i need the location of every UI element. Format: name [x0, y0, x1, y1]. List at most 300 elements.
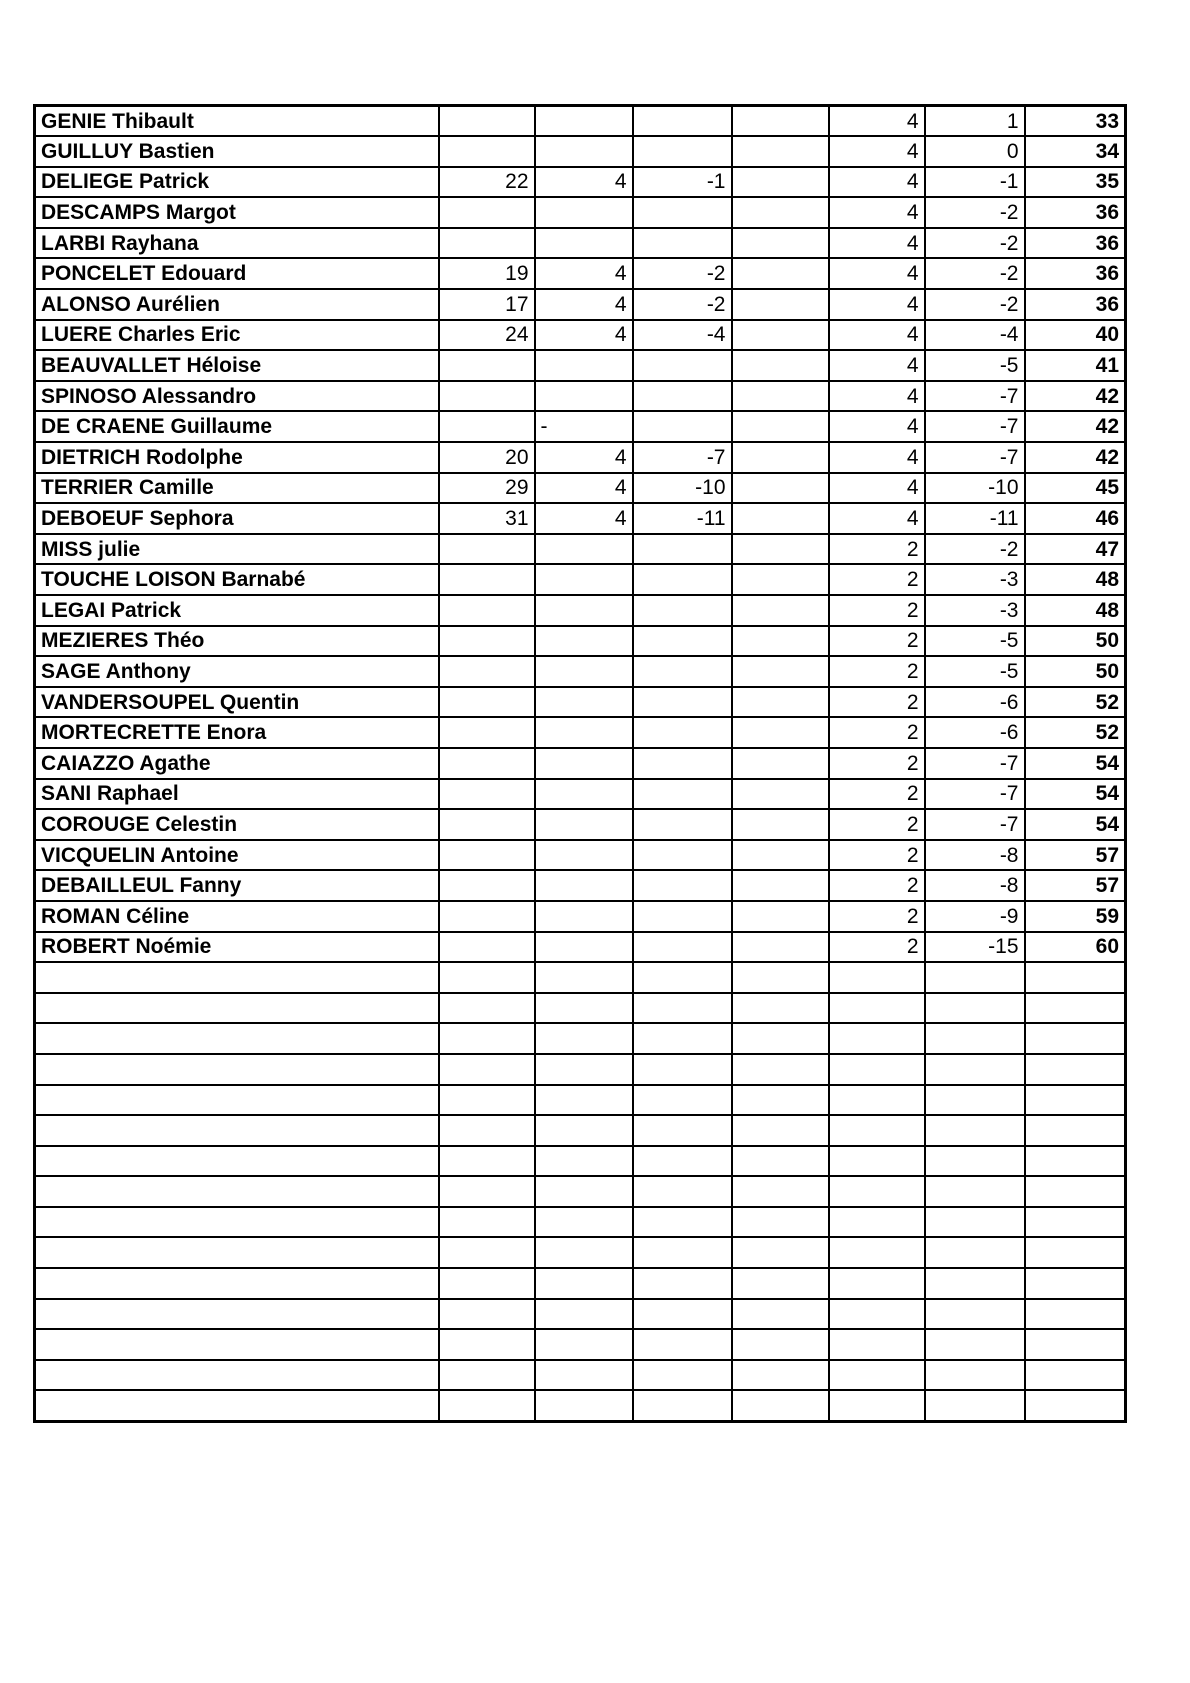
table-row [35, 442, 1126, 473]
total-cell: 60 [1025, 932, 1126, 963]
player-name-cell: PONCELET Edouard [35, 258, 439, 289]
total-cell: 52 [1025, 717, 1126, 748]
table-row [35, 473, 1126, 504]
empty-row [35, 1146, 1126, 1177]
value-cell: 31 [439, 503, 535, 534]
table-row [35, 626, 1126, 657]
value-cell [633, 809, 732, 840]
empty-cell [732, 1023, 829, 1054]
value-cell [732, 320, 829, 351]
value-cell: -7 [925, 442, 1025, 473]
player-name-cell: LEGAI Patrick [35, 595, 439, 626]
empty-cell [829, 1299, 925, 1330]
empty-cell [35, 1207, 439, 1238]
value-cell [439, 748, 535, 779]
empty-cell [633, 1329, 732, 1360]
value-cell [633, 870, 732, 901]
value-cell [732, 717, 829, 748]
value-cell [633, 411, 732, 442]
empty-cell [535, 1237, 633, 1268]
total-cell: 48 [1025, 564, 1126, 595]
value-cell: 2 [829, 840, 925, 871]
value-cell: 4 [829, 289, 925, 320]
empty-cell [633, 1176, 732, 1207]
value-cell: -1 [633, 167, 732, 198]
value-cell [732, 564, 829, 595]
table-row [35, 350, 1126, 381]
value-cell: 4 [535, 167, 633, 198]
empty-cell [925, 1023, 1025, 1054]
total-cell: 47 [1025, 534, 1126, 565]
player-name-cell: ROBERT Noémie [35, 932, 439, 963]
total-cell: 45 [1025, 473, 1126, 504]
empty-cell [925, 1360, 1025, 1391]
empty-cell [439, 1299, 535, 1330]
value-cell: -7 [633, 442, 732, 473]
player-name-cell: DIETRICH Rodolphe [35, 442, 439, 473]
value-cell [732, 779, 829, 810]
empty-cell [633, 1268, 732, 1299]
value-cell: -7 [925, 748, 1025, 779]
value-cell [732, 809, 829, 840]
value-cell: -6 [925, 687, 1025, 718]
value-cell [439, 779, 535, 810]
empty-cell [1025, 1085, 1126, 1116]
value-cell [633, 381, 732, 412]
total-cell: 59 [1025, 901, 1126, 932]
empty-row [35, 1207, 1126, 1238]
empty-cell [732, 1054, 829, 1085]
value-cell: 2 [829, 870, 925, 901]
empty-cell [35, 962, 439, 993]
value-cell [633, 656, 732, 687]
empty-cell [829, 1268, 925, 1299]
empty-cell [829, 1115, 925, 1146]
value-cell [633, 748, 732, 779]
player-name-cell: LUERE Charles Eric [35, 320, 439, 351]
value-cell: 17 [439, 289, 535, 320]
value-cell: -7 [925, 809, 1025, 840]
value-cell [732, 258, 829, 289]
empty-cell [439, 1237, 535, 1268]
value-cell: -9 [925, 901, 1025, 932]
value-cell [535, 687, 633, 718]
empty-cell [732, 1360, 829, 1391]
value-cell: 4 [535, 473, 633, 504]
total-cell: 54 [1025, 748, 1126, 779]
empty-cell [829, 1085, 925, 1116]
value-cell [439, 687, 535, 718]
value-cell [439, 411, 535, 442]
value-cell [439, 717, 535, 748]
table-row [35, 779, 1126, 810]
value-cell [535, 136, 633, 167]
empty-cell [732, 1085, 829, 1116]
total-cell: 50 [1025, 626, 1126, 657]
value-cell: 4 [829, 503, 925, 534]
empty-cell [1025, 1146, 1126, 1177]
value-cell [439, 197, 535, 228]
empty-cell [1025, 1115, 1126, 1146]
empty-cell [1025, 1023, 1126, 1054]
empty-cell [829, 1176, 925, 1207]
value-cell: 4 [829, 442, 925, 473]
value-cell: 29 [439, 473, 535, 504]
value-cell: 22 [439, 167, 535, 198]
value-cell: 0 [925, 136, 1025, 167]
empty-row [35, 1329, 1126, 1360]
results-table [33, 104, 1127, 1423]
table-row [35, 717, 1126, 748]
empty-cell [829, 1023, 925, 1054]
empty-cell [35, 1390, 439, 1421]
empty-row [35, 1054, 1126, 1085]
value-cell [732, 595, 829, 626]
empty-cell [35, 1146, 439, 1177]
table-row [35, 228, 1126, 259]
value-cell: -4 [633, 320, 732, 351]
empty-cell [35, 1115, 439, 1146]
empty-cell [633, 1360, 732, 1391]
value-cell [732, 840, 829, 871]
value-cell: 2 [829, 809, 925, 840]
value-cell [439, 106, 535, 137]
player-name-cell: GUILLUY Bastien [35, 136, 439, 167]
empty-cell [732, 1237, 829, 1268]
empty-cell [829, 1360, 925, 1391]
empty-cell [732, 1207, 829, 1238]
empty-row [35, 1115, 1126, 1146]
player-name-cell: BEAUVALLET Héloise [35, 350, 439, 381]
empty-cell [732, 993, 829, 1024]
total-cell: 57 [1025, 840, 1126, 871]
table-row [35, 870, 1126, 901]
value-cell: -2 [925, 534, 1025, 565]
empty-cell [35, 1268, 439, 1299]
value-cell: 4 [829, 320, 925, 351]
player-name-cell: GENIE Thibault [35, 106, 439, 137]
table-row [35, 411, 1126, 442]
empty-row [35, 1299, 1126, 1330]
empty-cell [439, 1360, 535, 1391]
total-cell: 36 [1025, 228, 1126, 259]
empty-cell [732, 962, 829, 993]
value-cell [633, 534, 732, 565]
value-cell [633, 106, 732, 137]
value-cell [633, 197, 732, 228]
total-cell: 57 [1025, 870, 1126, 901]
value-cell [535, 197, 633, 228]
empty-cell [829, 1207, 925, 1238]
value-cell: 19 [439, 258, 535, 289]
value-cell [633, 687, 732, 718]
empty-cell [439, 1268, 535, 1299]
value-cell: 4 [829, 136, 925, 167]
empty-cell [925, 1329, 1025, 1360]
table-row [35, 901, 1126, 932]
value-cell [633, 564, 732, 595]
value-cell [535, 717, 633, 748]
table-row [35, 534, 1126, 565]
value-cell [535, 564, 633, 595]
value-cell [732, 656, 829, 687]
empty-cell [1025, 1329, 1126, 1360]
empty-cell [439, 1176, 535, 1207]
value-cell [732, 534, 829, 565]
value-cell [633, 932, 732, 963]
player-name-cell: ALONSO Aurélien [35, 289, 439, 320]
value-cell [439, 932, 535, 963]
empty-cell [35, 1023, 439, 1054]
empty-cell [535, 1390, 633, 1421]
empty-cell [732, 1146, 829, 1177]
empty-cell [633, 1115, 732, 1146]
empty-cell [925, 962, 1025, 993]
player-name-cell: TERRIER Camille [35, 473, 439, 504]
player-name-cell: CAIAZZO Agathe [35, 748, 439, 779]
empty-cell [35, 1176, 439, 1207]
empty-cell [439, 1115, 535, 1146]
table-row [35, 503, 1126, 534]
empty-cell [535, 1268, 633, 1299]
player-name-cell: SPINOSO Alessandro [35, 381, 439, 412]
empty-cell [925, 1390, 1025, 1421]
value-cell: -3 [925, 595, 1025, 626]
value-cell: -8 [925, 870, 1025, 901]
empty-cell [1025, 1237, 1126, 1268]
empty-cell [925, 993, 1025, 1024]
table-row [35, 289, 1126, 320]
value-cell [732, 350, 829, 381]
empty-cell [35, 1237, 439, 1268]
value-cell [439, 656, 535, 687]
value-cell: 2 [829, 901, 925, 932]
empty-cell [633, 1085, 732, 1116]
table-row [35, 809, 1126, 840]
value-cell [535, 595, 633, 626]
player-name-cell: TOUCHE LOISON Barnabé [35, 564, 439, 595]
value-cell: 4 [829, 350, 925, 381]
player-name-cell: VICQUELIN Antoine [35, 840, 439, 871]
empty-row [35, 1237, 1126, 1268]
empty-cell [535, 1329, 633, 1360]
value-cell: -2 [925, 197, 1025, 228]
value-cell [439, 901, 535, 932]
empty-cell [1025, 993, 1126, 1024]
empty-cell [535, 1146, 633, 1177]
value-cell: -2 [633, 258, 732, 289]
player-name-cell: DESCAMPS Margot [35, 197, 439, 228]
empty-cell [633, 962, 732, 993]
value-cell: -10 [925, 473, 1025, 504]
empty-cell [439, 1207, 535, 1238]
empty-cell [439, 1329, 535, 1360]
value-cell: -2 [925, 228, 1025, 259]
empty-cell [925, 1237, 1025, 1268]
value-cell: 20 [439, 442, 535, 473]
empty-cell [925, 1268, 1025, 1299]
table-row [35, 687, 1126, 718]
value-cell [439, 595, 535, 626]
player-name-cell: LARBI Rayhana [35, 228, 439, 259]
empty-cell [732, 1329, 829, 1360]
value-cell [732, 411, 829, 442]
value-cell [732, 687, 829, 718]
value-cell [439, 228, 535, 259]
empty-cell [35, 1299, 439, 1330]
total-cell: 36 [1025, 258, 1126, 289]
value-cell [633, 626, 732, 657]
value-cell: 4 [535, 503, 633, 534]
total-cell: 36 [1025, 197, 1126, 228]
empty-cell [535, 962, 633, 993]
empty-cell [829, 962, 925, 993]
table-row [35, 595, 1126, 626]
empty-cell [535, 993, 633, 1024]
player-name-cell: VANDERSOUPEL Quentin [35, 687, 439, 718]
value-cell [535, 840, 633, 871]
empty-cell [35, 1360, 439, 1391]
value-cell [732, 106, 829, 137]
value-cell: 2 [829, 595, 925, 626]
value-cell [732, 870, 829, 901]
empty-cell [925, 1085, 1025, 1116]
empty-cell [829, 1329, 925, 1360]
value-cell [535, 106, 633, 137]
empty-cell [633, 1299, 732, 1330]
empty-row [35, 993, 1126, 1024]
value-cell: -4 [925, 320, 1025, 351]
table-row [35, 197, 1126, 228]
value-cell [732, 901, 829, 932]
value-cell: 2 [829, 626, 925, 657]
total-cell: 34 [1025, 136, 1126, 167]
empty-cell [439, 1054, 535, 1085]
empty-row [35, 1023, 1126, 1054]
empty-cell [925, 1146, 1025, 1177]
value-cell: -11 [925, 503, 1025, 534]
value-cell [439, 381, 535, 412]
value-cell: 2 [829, 717, 925, 748]
empty-cell [35, 1054, 439, 1085]
value-cell [535, 932, 633, 963]
empty-cell [535, 1054, 633, 1085]
empty-cell [1025, 1360, 1126, 1391]
table-row [35, 564, 1126, 595]
value-cell [633, 136, 732, 167]
value-cell [535, 228, 633, 259]
empty-cell [1025, 962, 1126, 993]
empty-cell [732, 1299, 829, 1330]
empty-cell [439, 1390, 535, 1421]
player-name-cell: COROUGE Celestin [35, 809, 439, 840]
player-name-cell: MEZIERES Théo [35, 626, 439, 657]
empty-cell [35, 1085, 439, 1116]
empty-cell [829, 1146, 925, 1177]
value-cell: - [535, 411, 633, 442]
empty-cell [633, 1237, 732, 1268]
value-cell [732, 136, 829, 167]
value-cell [535, 656, 633, 687]
player-name-cell: DEBOEUF Sephora [35, 503, 439, 534]
value-cell [439, 350, 535, 381]
empty-cell [35, 1329, 439, 1360]
empty-cell [535, 1360, 633, 1391]
value-cell: -6 [925, 717, 1025, 748]
empty-cell [439, 1023, 535, 1054]
value-cell: 4 [829, 106, 925, 137]
value-cell [633, 717, 732, 748]
empty-row [35, 1360, 1126, 1391]
empty-cell [1025, 1207, 1126, 1238]
value-cell [633, 350, 732, 381]
value-cell: 2 [829, 779, 925, 810]
value-cell [535, 534, 633, 565]
value-cell [732, 228, 829, 259]
total-cell: 46 [1025, 503, 1126, 534]
value-cell: -7 [925, 779, 1025, 810]
player-name-cell: DELIEGE Patrick [35, 167, 439, 198]
table-row [35, 258, 1126, 289]
table-row [35, 840, 1126, 871]
total-cell: 54 [1025, 809, 1126, 840]
value-cell: 4 [535, 320, 633, 351]
value-cell: -5 [925, 626, 1025, 657]
empty-cell [439, 962, 535, 993]
value-cell [633, 901, 732, 932]
value-cell [633, 779, 732, 810]
value-cell: 4 [535, 442, 633, 473]
player-name-cell: DEBAILLEUL Fanny [35, 870, 439, 901]
value-cell: 4 [829, 197, 925, 228]
empty-cell [829, 1390, 925, 1421]
value-cell: 2 [829, 564, 925, 595]
value-cell [439, 626, 535, 657]
empty-cell [1025, 1054, 1126, 1085]
table-row [35, 381, 1126, 412]
empty-cell [1025, 1299, 1126, 1330]
empty-cell [535, 1176, 633, 1207]
value-cell: 2 [829, 748, 925, 779]
total-cell: 35 [1025, 167, 1126, 198]
total-cell: 42 [1025, 381, 1126, 412]
table-row [35, 656, 1126, 687]
total-cell: 50 [1025, 656, 1126, 687]
total-cell: 36 [1025, 289, 1126, 320]
total-cell: 41 [1025, 350, 1126, 381]
empty-cell [925, 1207, 1025, 1238]
empty-cell [925, 1115, 1025, 1146]
value-cell: 4 [829, 167, 925, 198]
value-cell: 1 [925, 106, 1025, 137]
value-cell: -2 [925, 289, 1025, 320]
value-cell [732, 473, 829, 504]
empty-cell [1025, 1268, 1126, 1299]
value-cell [535, 626, 633, 657]
total-cell: 48 [1025, 595, 1126, 626]
empty-cell [535, 1115, 633, 1146]
empty-cell [439, 993, 535, 1024]
empty-row [35, 962, 1126, 993]
total-cell: 52 [1025, 687, 1126, 718]
total-cell: 42 [1025, 442, 1126, 473]
empty-cell [829, 1054, 925, 1085]
value-cell [439, 840, 535, 871]
value-cell [633, 840, 732, 871]
empty-cell [535, 1299, 633, 1330]
value-cell: 4 [829, 473, 925, 504]
value-cell [439, 564, 535, 595]
